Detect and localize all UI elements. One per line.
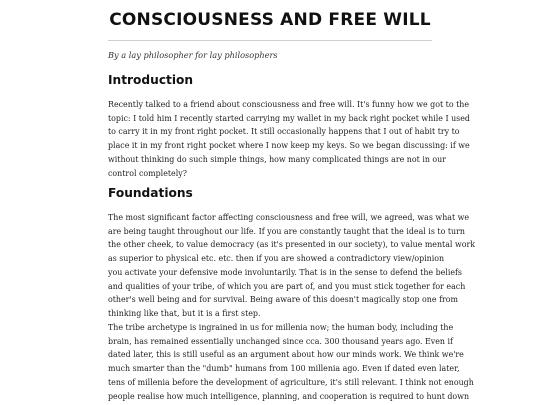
text-line: the other cheek, to value democracy (as it's presented in our society), to value mental work [108, 240, 476, 250]
title-divider [108, 40, 432, 41]
text-line: as superior to physical etc. etc. then if you are showed a contradictory view/opinion [108, 254, 445, 264]
text-line: are being taught throughout our life. If you are constantly taught that the ideal is to turn [108, 226, 465, 236]
text-line: other's well being and for survival. Being aware of this doesn't magically stop one from [108, 295, 458, 305]
text-line: Recently talked to a friend about consciousness and free will. It's funny how we got to the [108, 100, 470, 109]
text-line: control completely? [108, 168, 187, 178]
page-title: CONSCIOUSNESS AND FREE WILL [109, 10, 431, 30]
text-line: without thinking do such simple things, how many complicated things are not in our [108, 154, 447, 164]
section-heading-foundations: Foundations [108, 186, 193, 200]
text-line: people realise how much intelligence, planning, and cooperation is required to hunt down [108, 391, 470, 401]
text-line: place it in my front right pocket where I now keep my keys. So we began discussing: if we [108, 141, 470, 151]
text-line: The tribe archetype is ingrained in us for millenia now; the human body, including the [108, 323, 454, 332]
text-line: topic: I told him I recently started carrying my wallet in my back right pocket while I used [108, 113, 470, 123]
text-line: you activate your defensive mode involuntarily. That is in the sense to defend the beliefs [108, 267, 462, 277]
text-line: to carry it in my front right pocket. It still occasionally happens that I out of habit try to [108, 127, 460, 137]
text-line: brain, has remained essentially unchanged since cca. 300 thousand years ago. Even if [108, 336, 453, 346]
byline: By a lay philosopher for lay philosophers [108, 50, 278, 60]
section-heading-introduction: Introduction [108, 73, 194, 87]
text-line: thinking like that, but it is a first step. [108, 308, 261, 318]
text-line: The most significant factor affecting consciousness and free will, we agreed, was what we [108, 213, 470, 222]
text-line: much smarter than the "dumb" humans from 100 millenia ago. Even if dated even later, [108, 364, 460, 374]
paragraph-foundations-2 [108, 321, 474, 403]
paragraph-introduction [108, 98, 470, 180]
text-line: tens of millenia before the development of agriculture, it's still relevant. I think not enough [108, 377, 474, 387]
text-line: and qualities of your tribe, of which you are part of, and you must stick together for each [108, 281, 466, 291]
text-line: dated later, this is still useful as an argument about how our minds work. We think we're [108, 350, 464, 360]
paragraph-foundations-1 [108, 211, 476, 321]
